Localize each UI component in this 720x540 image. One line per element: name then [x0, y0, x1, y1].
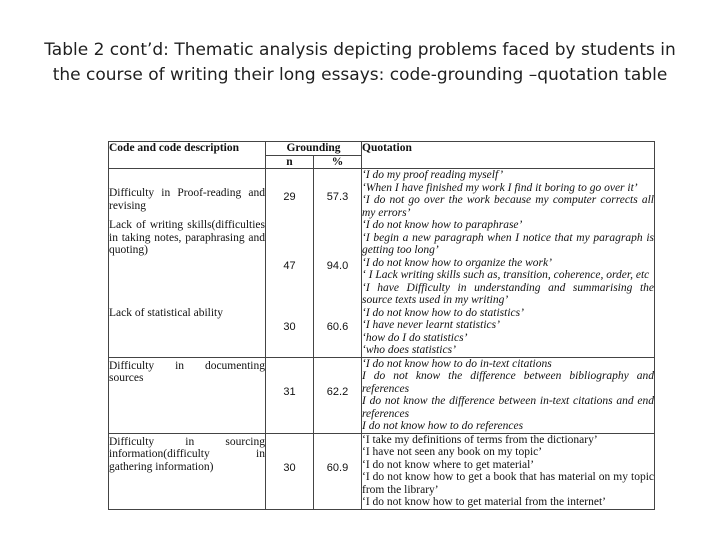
code-cell: [109, 169, 266, 220]
table-row: [109, 307, 655, 358]
table-row: [109, 219, 655, 307]
code-cell: [109, 357, 266, 433]
code-text: Difficulty in Proof-reading and revising: [109, 187, 265, 212]
percent-cell: 94.0: [314, 219, 362, 307]
quote: ‘I do not know how to do in-text citations: [362, 357, 552, 370]
quotation-cell: [362, 433, 655, 509]
header-n: n: [266, 155, 314, 169]
header-code-description: Code and code description: [109, 142, 266, 169]
quote: ‘I do my proof reading myself’: [362, 169, 504, 181]
quote: ‘I do not know how to get a book that has material on my topic from the library’: [362, 471, 654, 496]
header-percent: %: [314, 155, 362, 169]
quotation-cell: [362, 357, 655, 433]
quote: I do not know the difference between bibliography and references: [362, 370, 654, 395]
n-cell: 31: [266, 357, 314, 433]
header-quotation: Quotation: [362, 142, 655, 169]
header-grounding: Grounding: [266, 142, 362, 156]
code-cell: [109, 219, 266, 307]
quote: ‘I do not know how to do statistics’: [362, 306, 524, 319]
page-title: [0, 38, 720, 88]
percent-cell: 60.9: [314, 433, 362, 509]
code-cell: [109, 433, 266, 509]
thematic-analysis-table: [108, 141, 655, 510]
n-cell: 47: [266, 219, 314, 307]
quote: I do not know how to do references: [362, 420, 524, 432]
quote: ‘I do not know where to get material’: [362, 458, 535, 471]
table-row: [109, 433, 655, 509]
quote: ‘I do not know how to get material from the internet’: [362, 496, 606, 508]
table-row: [109, 169, 655, 220]
quote: ‘ I Lack writing skills such as, transition, coherence, order, etc: [362, 269, 650, 281]
quote: ‘I have Difficulty in understanding and summarising the source texts used in my writing’: [362, 281, 654, 306]
percent-cell: 62.2: [314, 357, 362, 433]
code-text: Difficulty in documenting sources: [109, 359, 265, 384]
quote: ‘I do not know how to paraphrase’: [362, 219, 523, 231]
quotation-cell: [362, 307, 655, 358]
percent-cell: 60.6: [314, 307, 362, 358]
n-cell: 30: [266, 433, 314, 509]
percent-cell: 57.3: [314, 169, 362, 220]
title-line-2: the course of writing their long essays: code-grounding –quotation table: [52, 65, 668, 85]
quote: ‘who does statistics’: [362, 344, 456, 356]
code-text: Lack of statistical ability: [109, 306, 224, 319]
table-header-row: [109, 142, 655, 156]
n-cell: 29: [266, 169, 314, 220]
quotation-cell: [362, 169, 655, 220]
quote: ‘I have never learnt statistics’: [362, 319, 500, 331]
quote: ‘When I have finished my work I find it boring to go over it’: [362, 181, 638, 194]
quote: ‘I begin a new paragraph when I notice that my paragraph is getting too long’: [362, 231, 654, 256]
quote: ‘I do not know how to organize the work’: [362, 256, 552, 269]
quote: ‘I have not seen any book on my topic’: [362, 446, 543, 458]
quote: ‘I take my definitions of terms from the dictionary’: [362, 433, 598, 446]
quotation-cell: [362, 219, 655, 307]
n-cell: 30: [266, 307, 314, 358]
code-cell: [109, 307, 266, 358]
code-text: Lack of writing skills(difficulties in taking notes, paraphrasing and quoting): [109, 219, 265, 256]
table-row: [109, 357, 655, 433]
quote: ‘how do I do statistics’: [362, 331, 468, 344]
quote: ‘I do not go over the work because my computer corrects all my errors’: [362, 194, 654, 219]
title-line-1: Table 2 cont’d: Thematic analysis depicting problems faced by students in: [44, 40, 676, 60]
quote: I do not know the difference between in-text citations and end references: [362, 395, 654, 420]
code-text: Difficulty in sourcing information(difficulty in gathering information): [109, 435, 265, 473]
